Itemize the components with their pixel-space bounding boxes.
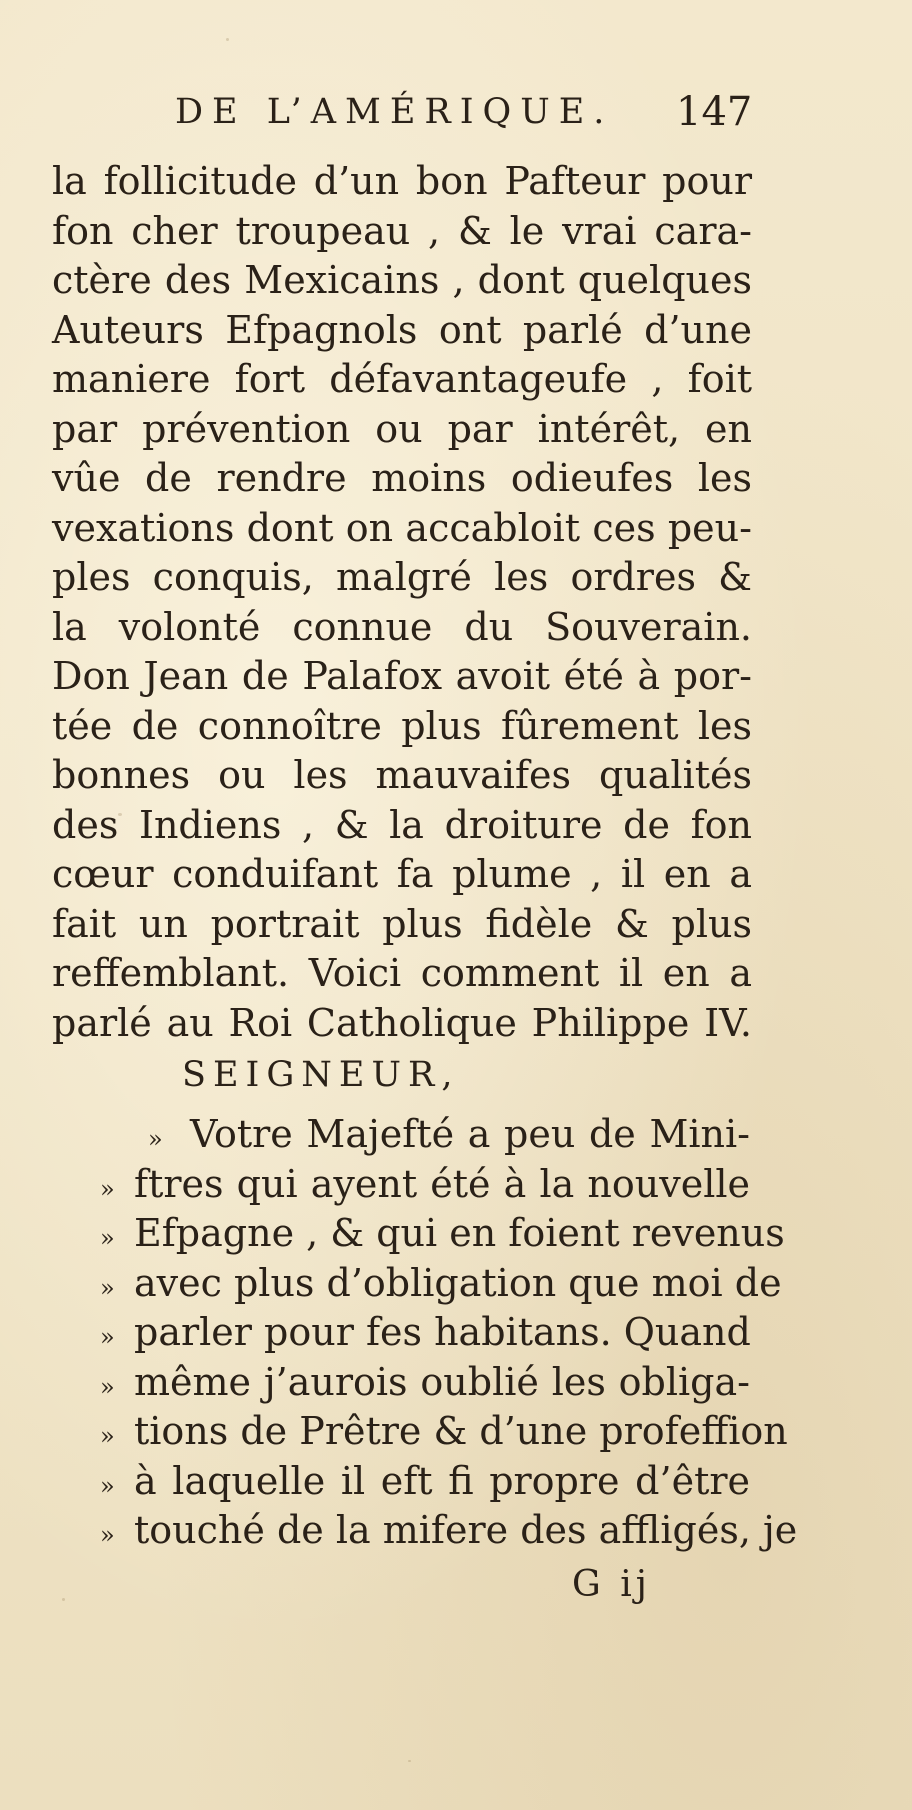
quote-mark: » — [100, 1372, 115, 1401]
text-line: des Indiens , & la droiture de fon — [52, 802, 752, 847]
text-line: maniere fort défavantageufe , foit — [52, 357, 752, 401]
quote-mark: » — [100, 1422, 115, 1450]
text-line: cœur conduifant fa plume , il en a — [52, 852, 752, 896]
paper-speck — [408, 1760, 411, 1762]
text-line: bonnes ou les mauvaifes qualités — [52, 753, 752, 797]
text-line: parlé au Roi Catholique Philippe IV. — [52, 1000, 752, 1045]
quote-line — [100, 1259, 782, 1309]
quote-mark: » — [100, 1323, 115, 1351]
quote-mark: » — [100, 1174, 115, 1203]
quote-line — [100, 1110, 750, 1160]
paper-speck — [226, 38, 229, 41]
quote-line — [100, 1457, 750, 1507]
quote-line — [100, 1407, 788, 1457]
main-paragraph — [52, 157, 752, 1048]
quote-mark: » — [100, 1471, 115, 1500]
quote-text: Efpagne , & qui en foient revenus — [134, 1211, 785, 1255]
quote-text: ftres qui ayent été à la nouvelle — [134, 1161, 750, 1206]
text-line: Auteurs Efpagnols ont parlé d’une — [52, 307, 752, 352]
quote-text: même j’aurois oublié les obliga- — [134, 1359, 750, 1404]
paper-speck — [62, 1598, 65, 1601]
quote-line — [100, 1506, 798, 1556]
quote-mark: » — [100, 1521, 115, 1549]
quote-text: touché de la mifere des affligés, je — [134, 1508, 798, 1552]
text-line: tée de connoître plus fûrement les — [52, 703, 752, 748]
salutation: SEIGNEUR, — [182, 1055, 460, 1095]
page-number: 147 — [676, 89, 753, 135]
quote-text: avec plus d’obligation que moi de — [134, 1260, 782, 1305]
quote-text: Votre Majefté a peu de Mini- — [190, 1112, 750, 1156]
text-line: ctère des Mexicains , dont quelques — [52, 258, 752, 302]
quote-line — [100, 1209, 785, 1259]
text-line: fon cher troupeau , & le vrai cara- — [52, 208, 752, 253]
text-line: vexations dont on accabloit ces peu- — [52, 505, 752, 550]
running-head-title: DE L’AMÉRIQUE. — [175, 92, 614, 132]
quoted-letter — [100, 1110, 798, 1556]
quote-text: tions de Prêtre & d’une profeffion — [134, 1409, 788, 1453]
text-line: la volonté connue du Souverain. — [52, 604, 752, 649]
text-line: vûe de rendre moins odieufes les — [52, 456, 752, 500]
text-line: la follicitude d’un bon Pafteur pour — [52, 159, 752, 203]
quote-line — [100, 1358, 750, 1408]
quote-line — [100, 1308, 750, 1358]
quote-mark: » — [100, 1224, 115, 1252]
text-line: Don Jean de Palafox avoit été à por- — [52, 654, 752, 698]
quote-mark: » — [100, 1273, 115, 1302]
quote-line — [100, 1160, 750, 1210]
text-line: par prévention ou par intérêt, en — [52, 406, 752, 451]
text-line: ples conquis, malgré les ordres & — [52, 555, 752, 599]
text-line: fait un portrait plus fidèle & plus — [52, 901, 752, 946]
quote-mark: » — [148, 1125, 163, 1153]
text-line: reffemblant. Voici comment il en a — [52, 951, 752, 995]
quote-text: parler pour fes habitans. Quand — [134, 1310, 751, 1354]
signature-mark: G ij — [572, 1564, 651, 1605]
running-head — [0, 82, 912, 142]
quote-text: à laquelle il eft fi propre d’être — [134, 1458, 750, 1503]
